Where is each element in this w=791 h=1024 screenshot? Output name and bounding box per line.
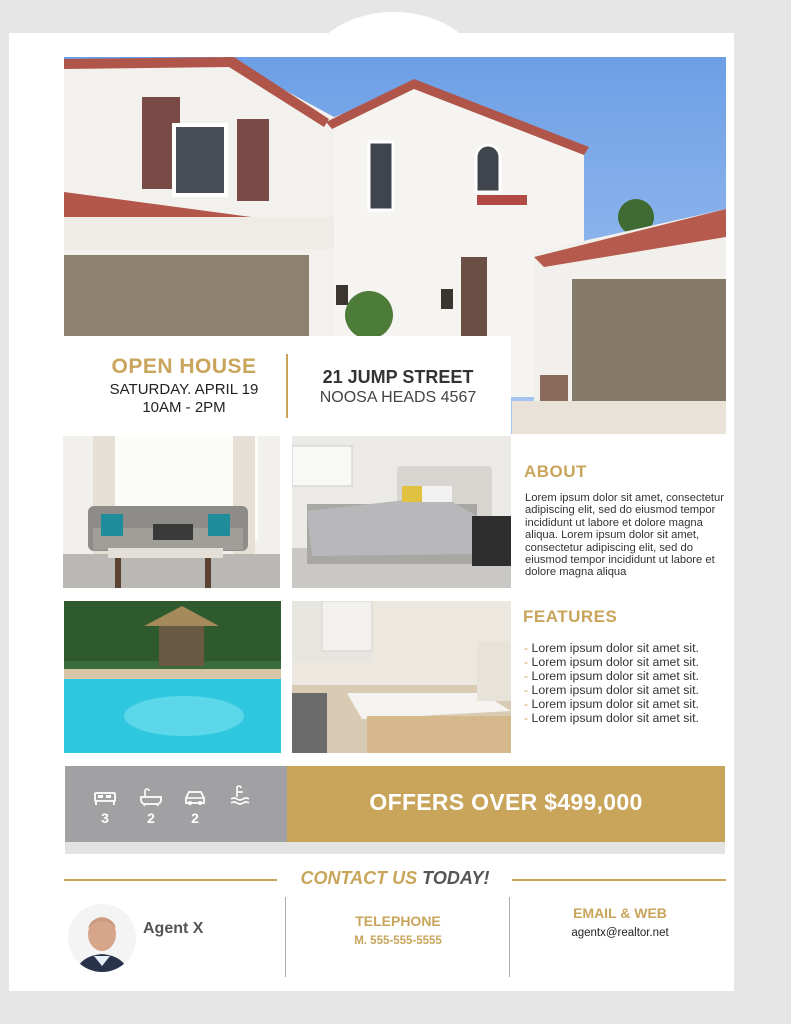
open-house-title: OPEN HOUSE: [111, 355, 257, 378]
telephone-heading: TELEPHONE: [355, 913, 441, 929]
bullet-dash-icon: -: [524, 641, 532, 655]
bathrooms-count: 2: [147, 810, 155, 826]
feature-text: Lorem ipsum dolor sit amet sit.: [531, 655, 699, 669]
feature-text: Lorem ipsum dolor sit amet sit.: [531, 641, 699, 655]
feature-text: Lorem ipsum dolor sit amet sit.: [531, 683, 699, 697]
contact-heading: [250, 868, 540, 889]
parking-count: 2: [191, 810, 199, 826]
contact-rule-right: [512, 879, 726, 881]
features-heading: FEATURES: [523, 607, 618, 626]
contact-heading-part2: TODAY!: [422, 868, 490, 888]
email-address[interactable]: agentx@realtor.net: [571, 927, 669, 939]
bedrooms-count: 3: [101, 810, 109, 826]
bedroom-photo: [292, 436, 511, 588]
feature-text: Lorem ipsum dolor sit amet sit.: [531, 711, 699, 725]
address-city: NOOSA HEADS 4567: [319, 389, 477, 406]
bullet-dash-icon: -: [524, 669, 532, 683]
agent-name: Agent X: [143, 920, 204, 937]
email-web-heading: EMAIL & WEB: [573, 905, 667, 921]
features-list: [524, 641, 729, 725]
bullet-dash-icon: -: [524, 711, 532, 725]
kitchen-photo: [292, 601, 511, 753]
bullet-dash-icon: -: [524, 697, 532, 711]
contact-rule-left: [64, 879, 277, 881]
bullet-dash-icon: -: [524, 655, 532, 669]
pool-photo: [64, 601, 281, 753]
feature-item: [524, 655, 729, 669]
bullet-dash-icon: -: [524, 683, 532, 697]
feature-item: [524, 697, 729, 711]
living-room-photo: [63, 436, 280, 588]
feature-item: [524, 669, 729, 683]
feature-text: Lorem ipsum dolor sit amet sit.: [531, 669, 699, 683]
bath-icon: [139, 787, 163, 807]
about-text: Lorem ipsum dolor sit amet, consectetur adipiscing elit, sed do eiusmod tempor incididunt ut labore et dolore magna aliqua. Lorem ipsum dolor sit amet, consectetur adipiscing elit, sed do eiusmod tempor incididunt ut labore et dolore magna aliqua: [525, 492, 724, 579]
telephone-number[interactable]: M. 555-555-5555: [354, 935, 442, 947]
pool-icon: [229, 785, 253, 805]
feature-item: [524, 711, 729, 725]
open-house-time: 10AM - 2PM: [142, 399, 226, 416]
feature-item: [524, 683, 729, 697]
agent-avatar: [68, 904, 136, 972]
contact-heading-part1: CONTACT US: [300, 868, 418, 888]
offer-shadow-strip: [65, 842, 725, 854]
open-house-date: SATURDAY. APRIL 19: [109, 381, 259, 398]
offer-price: OFFERS OVER $499,000: [369, 789, 643, 815]
car-icon: [183, 787, 207, 807]
feature-text: Lorem ipsum dolor sit amet sit.: [531, 697, 699, 711]
bed-icon: [93, 787, 117, 807]
about-heading: ABOUT: [524, 462, 587, 481]
feature-item: [524, 641, 729, 655]
address-street: 21 JUMP STREET: [322, 367, 474, 387]
